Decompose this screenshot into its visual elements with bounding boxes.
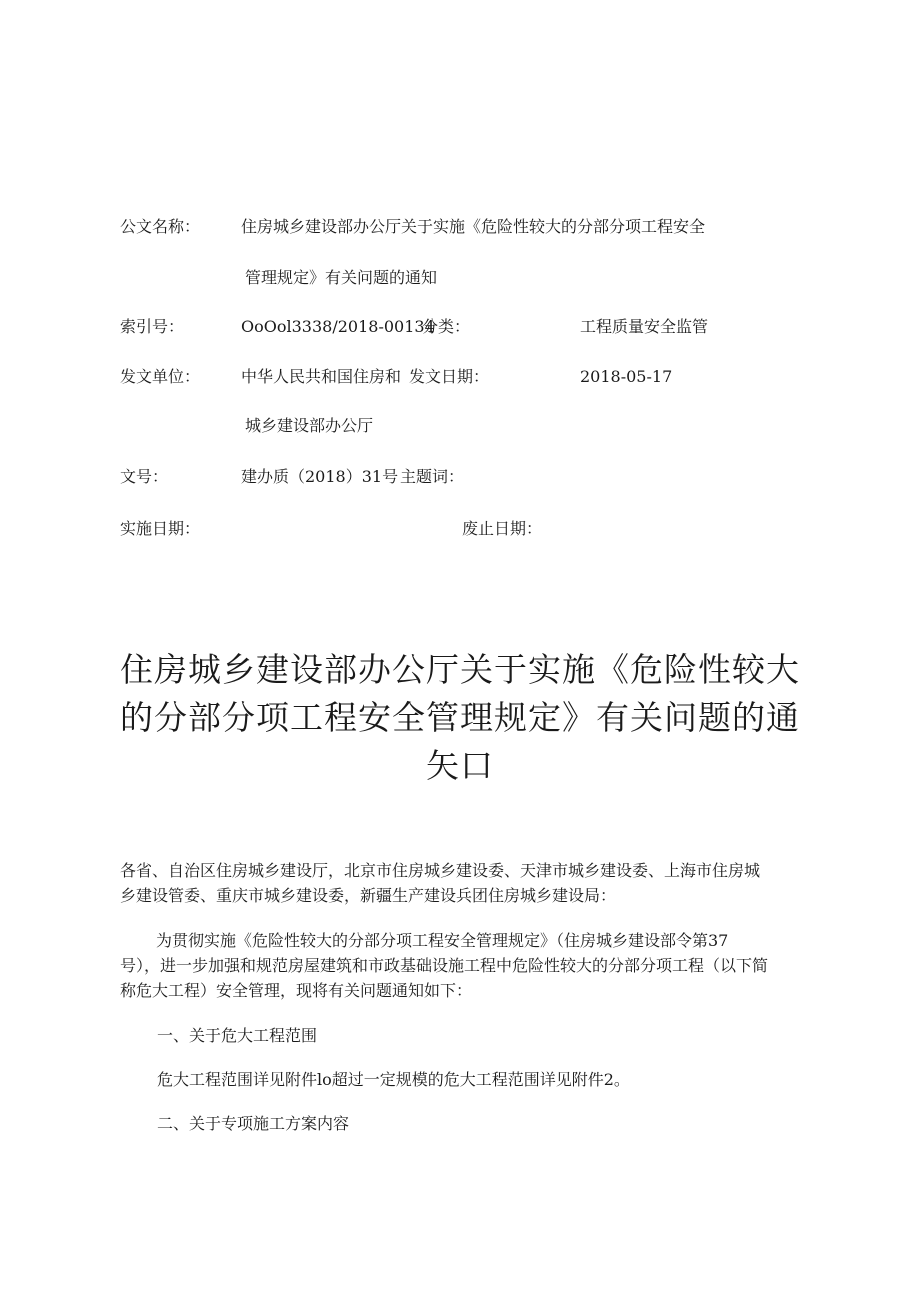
document-heading-line-1: 住房城乡建设部办公厅关于实施《危险性较大 [120,650,800,689]
issue-date-value: 2018-05-17 [580,367,673,386]
issuer-value-line-1: 中华人民共和国住房和 [241,367,402,386]
category-value: 工程质量安全监管 [580,317,709,336]
section-1-heading: 一、关于危大工程范围 [157,1026,318,1045]
issuer-label: 发文单位： [120,367,201,386]
title-label: 公文名称： [120,217,201,236]
title-value-line-1: 住房城乡建设部办公厅关于实施《危险性较大的分部分项工程安全 [241,217,706,236]
section-2-heading: 二、关于专项施工方案内容 [157,1114,350,1133]
title-value-line-2: 管理规定》有关问题的通知 [245,268,438,287]
intro-paragraph-line-3: 称危大工程）安全管理，现将有关问题通知如下： [120,981,473,1000]
effective-date-label: 实施日期： [120,519,201,538]
index-label: 索引号： [120,317,185,336]
intro-paragraph-line-1: 为贯彻实施《危险性较大的分部分项工程安全管理规定》（住房城乡建设部令第37 [156,931,729,950]
doc-number-value: 建办质（2018）31号 [241,467,399,486]
intro-paragraph-line-2: 号），进一步加强和规范房屋建筑和市政基础设施工程中危险性较大的分部分项工程（以下简 [120,956,769,975]
addressees-line-2: 乡建设管委、重庆市城乡建设委，新疆生产建设兵团住房城乡建设局： [120,886,617,905]
issue-date-label: 发文日期： [409,367,490,386]
repeal-date-label: 废止日期： [462,519,543,538]
doc-number-label: 文号： [120,467,169,486]
section-1-text: 危大工程范围详见附件lo超过一定规模的危大工程范围详见附件2。 [157,1070,630,1089]
index-value: OoOol3338/2018-00134 [241,317,435,336]
document-heading-line-3: 矢口 [426,746,494,785]
category-label: 分类： [422,317,471,336]
subject-label: 主题词： [400,467,465,486]
issuer-value-line-2: 城乡建设部办公厅 [245,416,374,435]
addressees-line-1: 各省、自治区住房城乡建设厅，北京市住房城乡建设委、天津市城乡建设委、上海市住房城 [120,861,761,880]
document-heading-line-2: 的分部分项工程安全管理规定》有关问题的通 [120,698,800,737]
